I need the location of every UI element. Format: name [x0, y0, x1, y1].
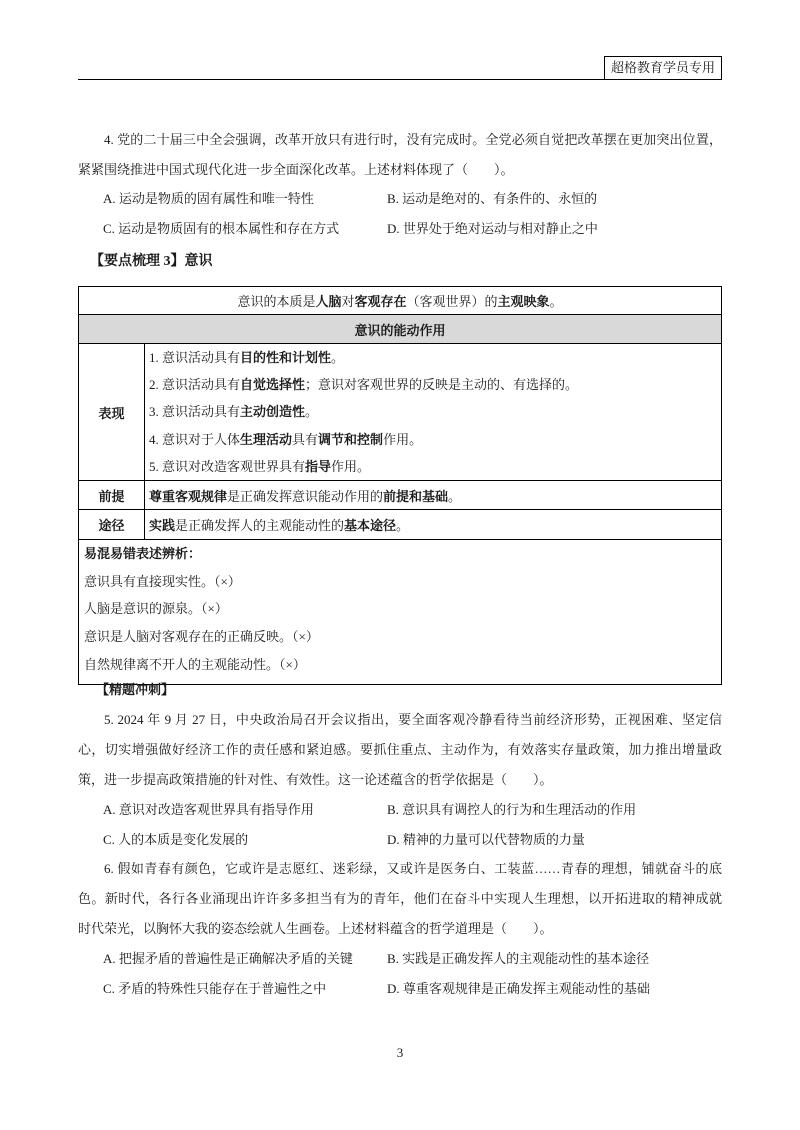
question-4	[78, 125, 722, 244]
manifestation-label: 表现	[79, 344, 145, 481]
question-4-line-2: 紧紧围绕推进中国式现代化进一步全面深化改革。上述材料体现了（ ）。	[78, 161, 514, 177]
premise-body: 。	[448, 488, 462, 504]
item-text: 具有	[292, 431, 319, 447]
question-4-option-b: B. 运动是绝对的、有条件的、永恒的	[387, 191, 598, 207]
item-keyword: 主动创造性	[240, 404, 306, 420]
item-keyword: 调节和控制	[318, 431, 384, 447]
practice-section	[78, 675, 722, 1004]
pitfall-item-1: 意识具有直接现实性。（×）	[84, 573, 241, 589]
question-4-option-a: A. 运动是物质的固有属性和唯一特性	[103, 191, 314, 207]
essence-text: 。	[549, 294, 563, 309]
manifestation-item-2	[149, 371, 721, 398]
essence-row	[79, 287, 722, 315]
approach-body: 。	[396, 518, 410, 534]
item-keyword: 生理活动	[240, 431, 293, 447]
question-5-line-3: 策，进一步提高政策措施的针对性、有效性。这一论述蕴含的哲学依据是（ ）。	[78, 771, 553, 787]
question-6-option-a: A. 把握矛盾的普遍性是正确解决矛盾的关键	[103, 951, 353, 967]
pitfalls-title: 易混易错表述辨析：	[84, 546, 202, 562]
active-role-header: 意识的能动作用	[79, 315, 722, 344]
manifestation-list	[145, 344, 722, 481]
question-6-option-c: C. 矛盾的特殊性只能存在于普遍性之中	[103, 981, 327, 997]
approach-text	[145, 510, 722, 540]
key-points-title: 【要点梳理 3】意识	[90, 254, 213, 269]
pitfall-item-3: 意识是人脑对客观存在的正确反映。（×）	[84, 629, 319, 645]
question-4-option-d: D. 世界处于绝对运动与相对静止之中	[387, 221, 598, 237]
manifestation-item-5	[149, 453, 721, 480]
question-5-option-b: B. 意识具有调控人的行为和生理活动的作用	[387, 801, 637, 817]
item-keyword: 指导	[305, 458, 332, 474]
question-5-option-a: A. 意识对改造客观世界具有指导作用	[103, 801, 314, 817]
essence-keyword: 客观存在	[354, 294, 407, 309]
approach-label: 途径	[79, 510, 145, 540]
approach-row	[79, 510, 722, 540]
item-text: 3. 意识活动具有	[149, 404, 241, 420]
essence-cell	[79, 287, 722, 315]
page-number: 3	[396, 1045, 404, 1060]
question-4-line-1: 4. 党的二十届三中全会强调，改革开放只有进行时，没有完成时。全党必须自觉把改革摆在更加突出位置，	[104, 132, 722, 147]
pitfall-item-2: 人脑是意识的源泉。（×）	[84, 601, 228, 617]
question-6	[78, 854, 722, 1004]
question-6-option-b: B. 实践是正确发挥人的主观能动性的基本途径	[387, 951, 650, 967]
manifestation-item-4	[149, 426, 721, 453]
item-text: 1. 意识活动具有	[149, 350, 241, 365]
essence-keyword: 主观映象	[497, 294, 550, 309]
question-5-line-1: 5. 2024 年 9 月 27 日，中央政治局召开会议指出，要全面客观冷静看待当前经济形势，正视困难、坚定信	[104, 711, 722, 727]
manifestation-item-1	[149, 344, 721, 371]
essence-text: （客观世界）的	[406, 294, 498, 309]
question-6-line-3: 时代荣光，以胸怀大我的姿态绘就人生画卷。上述材料蕴含的哲学道理是（ ）。	[78, 921, 553, 937]
item-text: 。	[305, 404, 319, 420]
premise-text	[145, 481, 722, 510]
manifestation-item-3	[149, 398, 721, 425]
premise-keyword: 尊重客观规律	[149, 488, 228, 504]
question-4-options	[78, 184, 722, 243]
approach-keyword: 实践	[149, 518, 176, 534]
premise-label: 前提	[79, 481, 145, 510]
pitfalls-cell	[79, 540, 722, 685]
question-5-options	[78, 795, 722, 855]
item-text: 。	[331, 350, 345, 365]
item-text: ；意识对客观世界的反映是主动的、有选择的。	[305, 377, 579, 393]
essence-text: 对	[341, 294, 355, 309]
key-points-table	[78, 286, 722, 685]
item-keyword: 目的性和计划性	[240, 350, 332, 365]
active-role-row	[79, 315, 722, 344]
approach-body: 是正确发挥人的主观能动性的	[175, 518, 345, 534]
essence-keyword: 人脑	[315, 294, 342, 309]
header-badge: 超格教育学员专用	[604, 56, 722, 80]
question-6-line-2: 色。新时代，各行各业涌现出许许多多担当有为的青年，他们在奋斗中实现人生理想，以开拓进取的精神成就	[78, 891, 722, 907]
premise-row	[79, 481, 722, 510]
question-6-line-1: 6. 假如青春有颜色，它或许是志愿红、迷彩绿，又或许是医务白、工装蓝……青春的理想，铺就奋斗的底	[104, 861, 722, 877]
item-text: 5. 意识对改造客观世界具有	[149, 458, 306, 474]
item-text: 4. 意识对于人体	[149, 431, 241, 447]
item-text: 作用。	[331, 458, 371, 474]
item-text: 2. 意识活动具有	[149, 377, 241, 393]
question-4-option-c: C. 运动是物质固有的根本属性和存在方式	[103, 221, 340, 237]
item-text: 作用。	[383, 431, 423, 447]
question-5-option-c: C. 人的本质是变化发展的	[103, 831, 249, 847]
question-6-option-d: D. 尊重客观规律是正确发挥主观能动性的基础	[387, 981, 650, 997]
premise-keyword: 前提和基础	[383, 488, 449, 504]
pitfall-item-4: 自然规律离不开人的主观能动性。（×）	[84, 656, 306, 672]
approach-keyword: 基本途径	[344, 518, 397, 534]
item-keyword: 自觉选择性	[240, 377, 306, 393]
manifestation-row	[79, 344, 722, 481]
question-5-option-d: D. 精神的力量可以代替物质的力量	[387, 831, 585, 847]
question-5-line-2: 心，切实增强做好经济工作的责任感和紧迫感。要抓住重点、主动作为，有效落实存量政策，加力推出增量政	[78, 741, 722, 757]
pitfalls-row	[79, 540, 722, 685]
premise-body: 是正确发挥意识能动作用的	[227, 488, 384, 504]
essence-text: 意识的本质是	[237, 294, 316, 309]
question-5	[78, 705, 722, 855]
question-6-options	[78, 944, 722, 1004]
practice-title: 【精题冲刺】	[96, 682, 175, 697]
